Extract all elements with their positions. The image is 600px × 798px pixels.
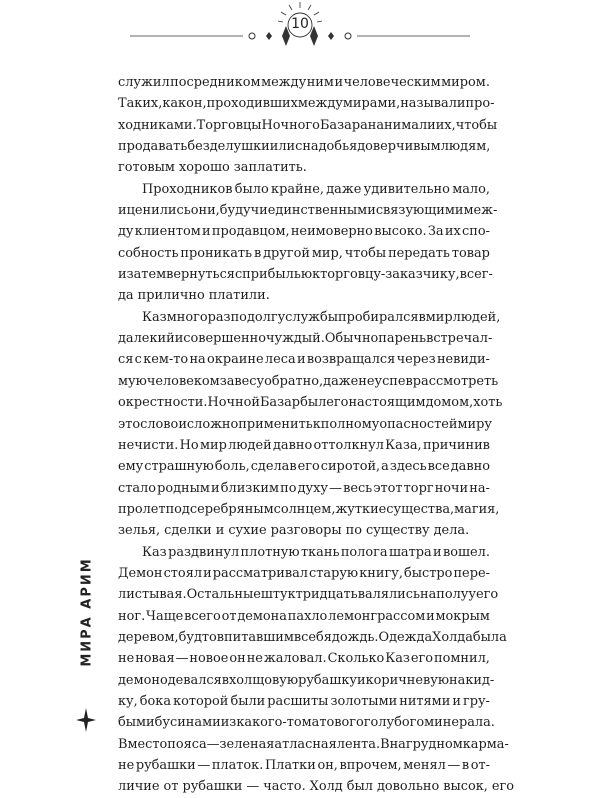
text-line: стало родным и близким по духу — весь этот торг ночи на- [118, 480, 490, 496]
body-text [118, 72, 515, 798]
text-line: Проходников было крайне, даже удивительно мало, [142, 181, 490, 197]
text-line: ходниками. Торговцы Ночного Базара нанимали их, чтобы [118, 117, 498, 133]
text-line: зелья, сделки и сухие разговоры по существу дела. [118, 523, 470, 539]
text-line: ду клиентом и продавцом, неимоверно высоко. За их спо- [118, 224, 490, 240]
text-line: да прилично платили. [118, 288, 270, 304]
text-line: мую человеком завесу обратно, даже не успев рассмотреть [118, 373, 499, 389]
text-line: это слово и сложно применить к полному опасностей миру [118, 416, 492, 432]
text-line: демон одевался в холщовую рубашку и коричневую накид- [118, 672, 495, 688]
text-line: и затем вернуться с прибылью к торговцу-заказчику, всег- [118, 267, 493, 283]
text-line: продавать безделушки или снадобья доверчивым людям, [118, 139, 491, 155]
page-number: 10 [291, 16, 309, 32]
text-line: нечисти. Но мир людей давно оттолкнул Каза, причинив [118, 437, 490, 453]
text-line: пролет под серебряным солнцем, жуткие существа, магия, [118, 501, 500, 517]
text-line: Таких, как он, проходивших между мирами, называли про- [118, 96, 495, 112]
text-line: окрестности. Ночной Базар был его настоящим домом, хоть [118, 395, 503, 411]
text-line: деревом, будто впитавшим в себя дождь. Одежда Холда была [118, 629, 507, 645]
text-line: собность проникать в другой мир, чтобы передать товар [118, 245, 490, 261]
text-line: ся с кем-то на окраине леса и возвращался через невиди- [118, 352, 490, 368]
text-line: быми бусинами из какого-то матового голубого минерала. [118, 715, 495, 731]
text-line: и ценились они, будучи единственными связующими меж- [118, 203, 498, 219]
page-header [0, 0, 600, 60]
text-line: Вместо пояса — зеленая атласная лента. В нагрудном карма- [118, 736, 509, 752]
text-line: служил посредником между ним и человеческим миром. [118, 75, 490, 90]
text-line: личие от рубашки — часто. Холд был довольно высок, его [118, 779, 515, 795]
sidebar-star-icon [76, 700, 96, 740]
text-line: далекий и совершенно чуждый. Обычно парень встречал- [118, 331, 493, 347]
text-line: ему страшную боль, сделав его сиротой, а здесь все давно [118, 459, 490, 475]
text-line: не новая — новое он не жаловал. Сколько Каз его помнил, [118, 651, 490, 667]
text-line: ног. Чаще всего от демона пахло лемонграссом и мокрым [118, 608, 490, 624]
text-line: листывая. Остальные штук тридцать валялись на полу у его [118, 587, 499, 603]
author-name: МИРА АРИМ [79, 557, 95, 667]
text-line: Каз много раз по долгу службы пробирался в мир людей, [142, 309, 501, 325]
text-line: Каз раздвинул плотную ткань полога шатра и вошел. [142, 544, 490, 560]
text-line: готовым хорошо заплатить. [118, 160, 307, 176]
text-line: Демон стоял и рассматривал старую книгу, быстро пере- [118, 565, 490, 581]
text-line: не рубашки — платок. Платки он, впрочем, менял — в от- [118, 758, 490, 773]
text-line: ку, бока которой были расшиты золотыми нитями и гру- [118, 693, 490, 709]
